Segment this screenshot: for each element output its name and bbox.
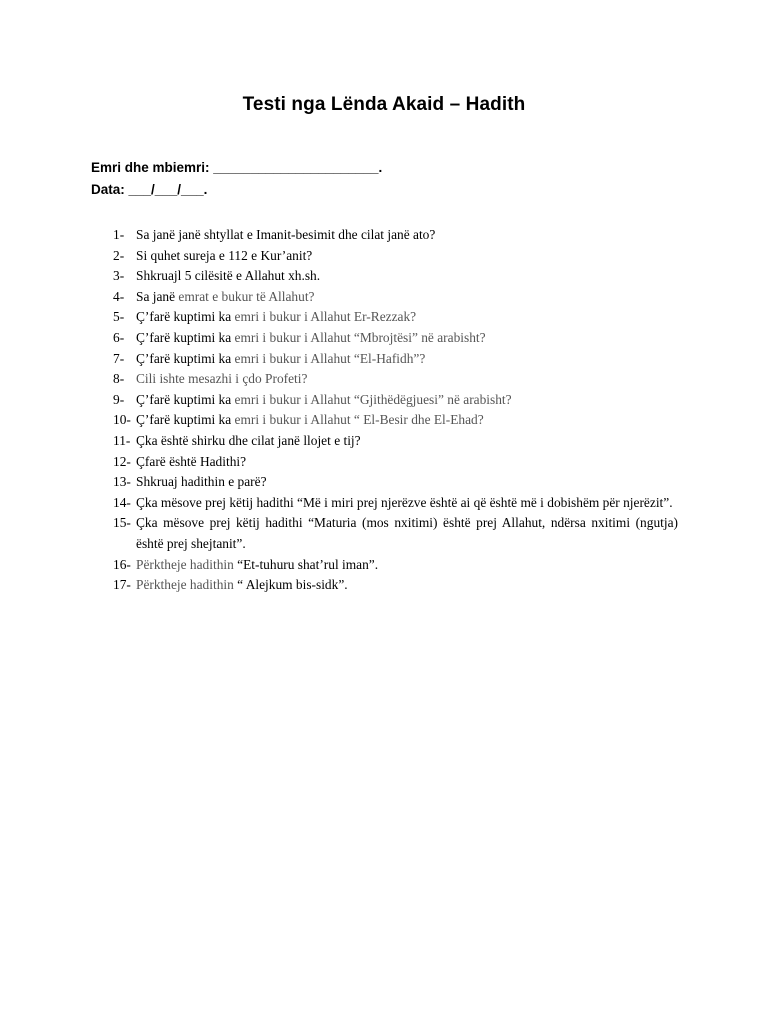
question-text-part: Çfarë është Hadithi? [136,453,247,469]
question-number: 17- [113,577,131,593]
question-number: 13- [113,474,131,490]
question-number: 3- [113,268,125,284]
question-text-grey-part: emri i bukur i Allahut “El-Hafidh”? [234,350,426,366]
question-number: 4- [113,288,125,304]
question-item [113,225,678,246]
question-number: 10- [113,412,131,428]
question-item [113,555,678,576]
question-text [136,410,678,431]
question-number: 7- [113,350,125,366]
question-text-part: Ç’farë kuptimi ka [136,412,235,428]
question-number: 12- [113,453,131,469]
question-text-part: Ç’farë kuptimi ka [136,350,235,366]
question-number: 11- [113,432,131,448]
question-number: 8- [113,371,125,387]
question-item [113,452,678,473]
question-text-grey-part: emri i bukur i Allahut “Gjithëdëgjuesi” në arabisht? [234,391,512,407]
question-item [113,431,678,452]
question-text-part: Shkruaj hadithin e parë? [136,474,267,490]
question-text [136,246,678,267]
question-text-grey-part: Cili ishte mesazhi i çdo Profeti? [136,371,308,387]
question-text-part: Çka është shirku dhe cilat janë llojet e tij? [136,432,361,448]
question-text [136,472,678,493]
question-text [136,287,678,308]
question-text [136,225,678,246]
question-list [113,225,678,596]
question-text-grey-part: emrat e bukur të Allahut? [178,288,315,304]
question-text [136,266,678,287]
date-field-line: Data: ___/___/___. [91,182,208,197]
question-text [136,390,678,411]
question-item [113,369,678,390]
question-text [136,307,678,328]
question-text [136,575,678,596]
question-number: 15- [113,515,131,531]
question-number: 6- [113,329,125,345]
question-number: 14- [113,494,131,510]
question-number: 9- [113,391,125,407]
question-text [136,369,678,390]
question-text-grey-part: emri i bukur i Allahut Er-Rezzak? [234,309,417,325]
question-text-part: “Et-tuhuru shat’rul iman”. [237,556,379,572]
question-item [113,390,678,411]
question-text-part: Çka mësove prej këtij hadithi “Më i miri prej njerëzve është ai që është më i dobishëm për njerëzit”. [136,494,673,510]
question-text-grey-part: Përktheje hadithin [136,577,238,593]
question-number: 2- [113,247,125,263]
question-text-grey-part: emri i bukur i Allahut “Mbrojtësi” në arabisht? [234,329,486,345]
question-item [113,307,678,328]
question-text [136,431,678,452]
question-text-part: Shkruajl 5 cilësitë e Allahut xh.sh. [136,268,321,284]
name-field-line: Emri dhe mbiemri: ______________________. [91,160,383,175]
question-text [136,349,678,370]
question-text-grey-part: Përktheje hadithin [136,556,238,572]
question-item [113,287,678,308]
question-item [113,513,678,554]
question-text-part: Çka mësove prej këtij hadithi “Maturia (mos nxitimi) është prej Allahut, ndërsa nxitimi (ngutja) është prej shejtanit”. [136,515,678,551]
question-text [136,328,678,349]
question-item [113,410,678,431]
question-text [136,513,678,554]
question-number: 16- [113,556,131,572]
question-number: 1- [113,227,125,242]
document-title: Testi nga Lënda Akaid – Hadith [242,94,526,115]
question-item [113,246,678,267]
question-item [113,493,678,514]
question-text [136,452,678,473]
question-item [113,328,678,349]
question-number: 5- [113,309,125,325]
question-text-part: “ Alejkum bis-sidk”. [237,577,348,593]
question-text-part: Ç’farë kuptimi ka [136,329,235,345]
question-item [113,472,678,493]
question-item [113,266,678,287]
question-item [113,349,678,370]
question-text-part: Ç’farë kuptimi ka [136,309,235,325]
question-text [136,555,678,576]
question-text-grey-part: emri i bukur i Allahut “ El-Besir dhe El-Ehad? [234,412,484,428]
question-text-part: Si quhet sureja e 112 e Kur’anit? [136,247,313,263]
question-text-part: Sa janë janë shtyllat e Imanit-besimit dhe cilat janë ato? [136,227,436,242]
question-text [136,493,678,514]
question-text-part: Ç’farë kuptimi ka [136,391,235,407]
question-text-part: Sa janë [136,288,179,304]
question-item [113,575,678,596]
